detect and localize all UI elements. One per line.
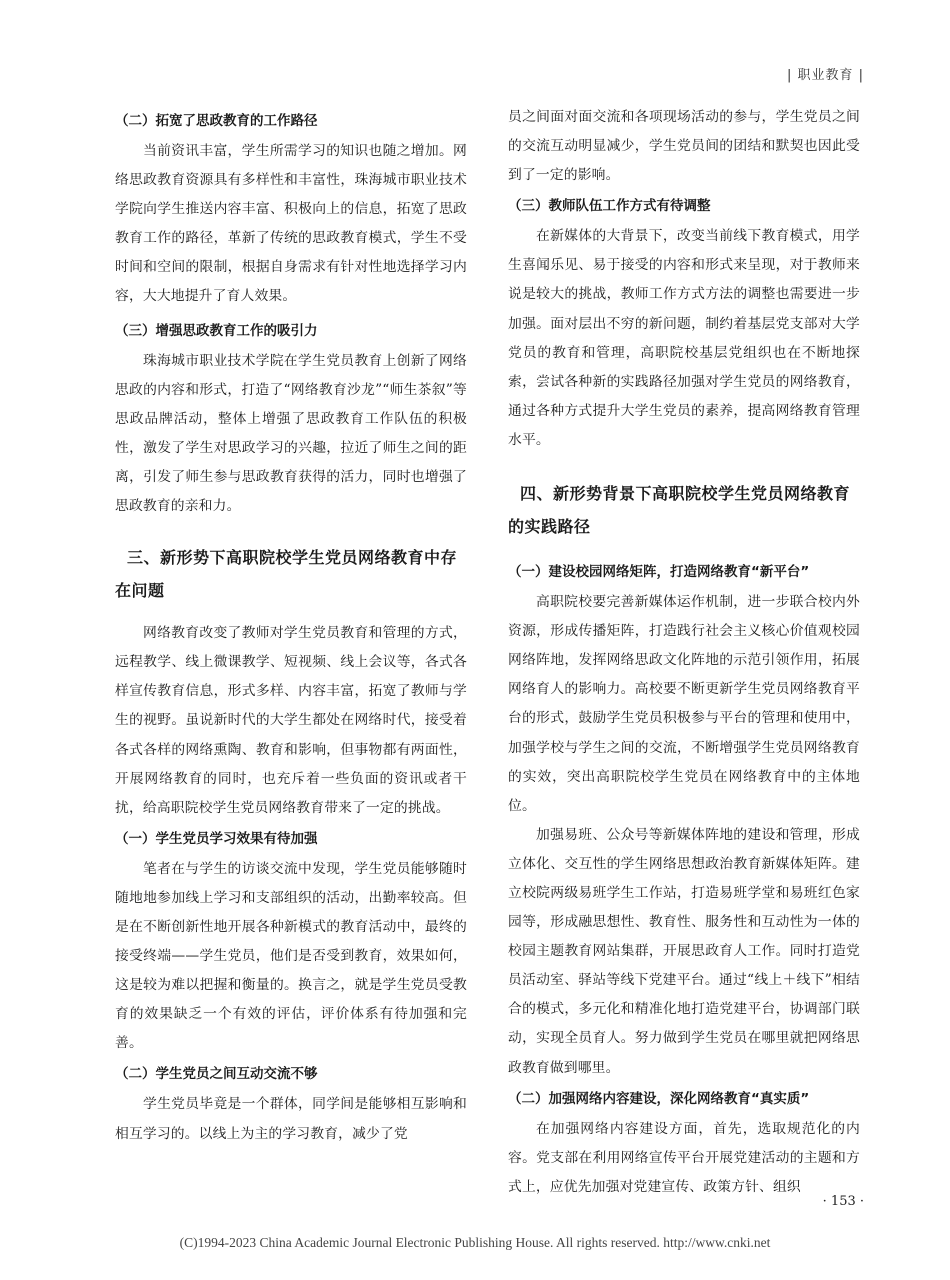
subheading-teacher-methods: （三）教师队伍工作方式有待调整 <box>508 198 711 215</box>
subheading-learning-effect: （一）学生党员学习效果有待加强 <box>115 830 318 847</box>
subheading-attraction: （三）增强思政教育工作的吸引力 <box>115 322 318 339</box>
page-number: · 153 · <box>822 1194 864 1209</box>
paragraph-problems-intro: 网络教育改变了教师对学生党员教育和管理的方式，远程教学、线上微课教学、短视频、线上会议等，各式各样宣传教育信息，形式多样、内容丰富，拓宽了教师与学生的视野。虽说新时代的大学生都处在网络时代，接受着各式各样的网络熏陶、教育和影响，但事物都有两面性，开展网络教育的同时，也充斥着一些负面的资讯或者干扰，给高职院校学生党员网络教育带来了一定的挑战。 <box>115 625 467 816</box>
paragraph-content-building: 在加强网络内容建设方面，首先，选取规范化的内容。党支部在利用网络宣传平台开展党建活动的主题和方式上，应优先加强对党建宣传、政策方针、组织 <box>508 1120 860 1195</box>
subheading-interaction: （二）学生党员之间互动交流不够 <box>115 1066 318 1083</box>
subheading-network-matrix: （一）建设校园网络矩阵，打造网络教育“新平台” <box>508 564 810 581</box>
journal-section-header: | 职业教育 | <box>786 68 864 83</box>
paragraph-attraction: 珠海城市职业技术学院在学生党员教育上创新了网络思政的内容和形式，打造了“网络教育沙龙”“师生茶叙”等思政品牌活动，整体上增强了思政教育工作队伍的积极性，激发了学生对思政学习的兴趣，拉近了师生之间的距离，引发了师生参与思政教育获得的活力，同时也增强了思政教育的亲和力。 <box>115 352 467 515</box>
subheading-content-building: （二）加强网络内容建设，深化网络教育“真实质” <box>508 1090 810 1107</box>
paragraph-network-matrix: 高职院校要完善新媒体运作机制，进一步联合校内外资源，形成传播矩阵，打造践行社会主义核心价值观校园网络阵地，发挥网络思政文化阵地的示范引领作用，拓展网络育人的影响力。高校要不断更新学生党员网络教育平台的形式，鼓励学生党员积极参与平台的管理和使用中，加强学校与学生之间的交流，不断增强学生党员网络教育的实效，突出高职院校学生党员在网络教育中的主体地位。 <box>508 594 860 814</box>
paragraph-broaden-path: 当前资讯丰富，学生所需学习的知识也随之增加。网络思政教育资源具有多样性和丰富性，珠海城市职业技术学院向学生推送内容丰富、积极向上的信息，拓宽了思政教育工作的路径，革新了传统的思政教育模式，学生不受时间和空间的限制，根据自身需求有针对性地选择学习内容，大大地提升了育人效果。 <box>115 143 467 305</box>
paragraph-interaction-start: 学生党员毕竟是一个群体，同学间是能够相互影响和相互学习的。以线上为主的学习教育，减少了党 <box>115 1096 467 1142</box>
paragraph-learning-effect: 笔者在与学生的访谈交流中发现，学生党员能够随时随地地参加线上学习和支部组织的活动，出勤率较高。但是在不断创新性地开展各种新模式的教育活动中，最终的接受终端——学生党员，他们是否受到教育，效果如何，这是较为难以把握和衡量的。换言之，就是学生党员受教育的效果缺乏一个有效的评估，评价体系有待加强和完善。 <box>115 860 467 1052</box>
paragraph-teacher-methods: 在新媒体的大背景下，改变当前线下教育模式，用学生喜闻乐见、易于接受的内容和形式来呈现，对于教师来说是较大的挑战，教师工作方式方法的调整也需要进一步加强。面对层出不穷的新问题，制约着基层党支部对大学党员的教育和管理，高职院校基层党组织也在不断地探索，尝试各种新的实践路径加强对学生党员的网络教育，通过各种方式提升大学生党员的素养，提高网络教育管理水平。 <box>508 228 860 448</box>
right-column <box>508 100 860 1202</box>
copyright-notice: (C)1994-2023 China Academic Journal Electronic Publishing House. All rights reserved. http://www.cnki.net <box>179 1235 771 1250</box>
subheading-broaden-path: （二）拓宽了思政教育的工作路径 <box>115 113 318 129</box>
section-heading-problems: 三、新形势下高职院校学生党员网络教育中存在问题 <box>115 548 458 601</box>
left-column <box>115 100 467 1149</box>
paragraph-interaction-continued: 员之间面对面交流和各项现场活动的参与，学生党员之间的交流互动明显减少，学生党员间的团结和默契也因此受到了一定的影响。 <box>508 109 860 184</box>
section-heading-practice-paths: 四、新形势背景下高职院校学生党员网络教育的实践路径 <box>508 484 851 537</box>
paragraph-new-media: 加强易班、公众号等新媒体阵地的建设和管理，形成立体化、交互性的学生网络思想政治教育新媒体矩阵。建立校院两级易班学生工作站，打造易班学堂和易班红色家园等，形成融思想性、教育性、服务性和互动性为一体的校园主题教育网站集群，开展思政育人工作。同时打造党员活动室、驿站等线下党建平台。通过“线上＋线下”相结合的模式，多元化和精准化地打造党建平台，协调部门联动，实现全员育人。努力做到学生党员在哪里就把网络思政教育做到哪里。 <box>508 826 860 1076</box>
